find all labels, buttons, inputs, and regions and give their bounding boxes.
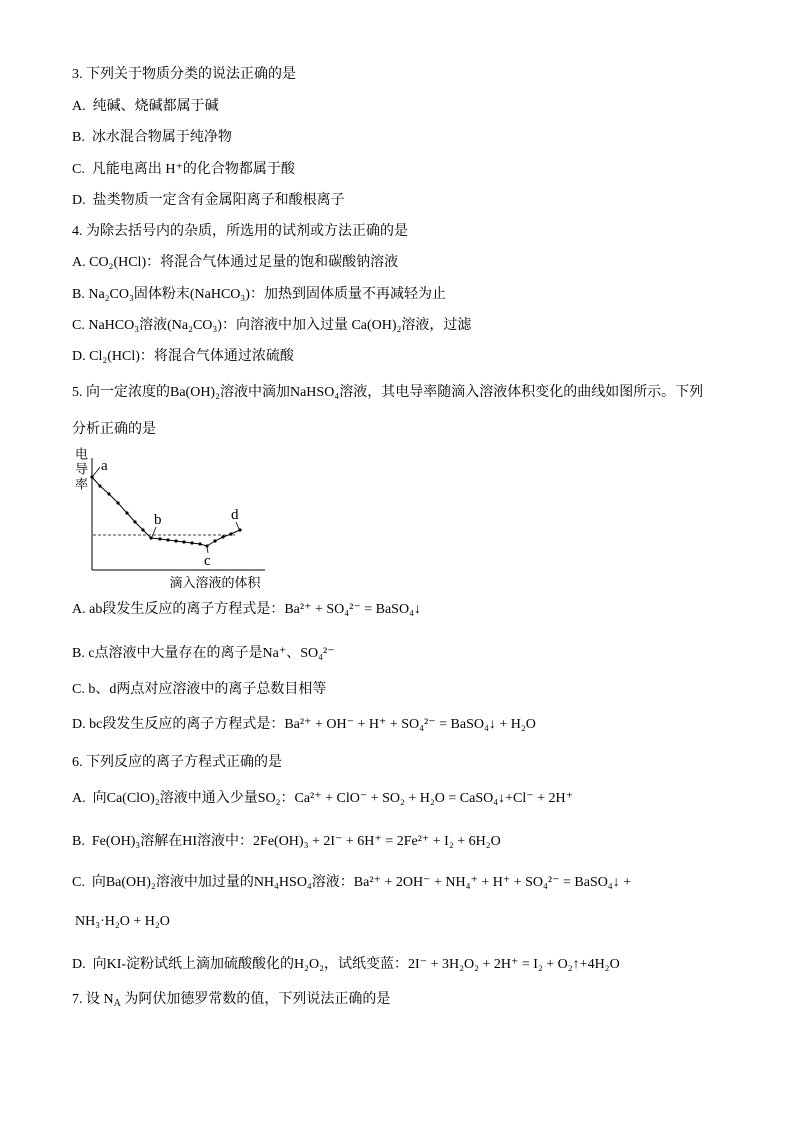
curve-point — [221, 535, 224, 538]
curve-point — [190, 541, 193, 544]
leader-line-d — [236, 522, 239, 529]
point-label-a: a — [101, 458, 108, 474]
curve-point — [213, 539, 216, 542]
curve-point — [107, 492, 110, 495]
curve-point — [116, 501, 119, 504]
question-6-option-b: B. Fe(OH)₃溶解在HI溶液中：2Fe(OH)₃ + 2I⁻ + 6H⁺ = 2Fe²⁺ + I₂ + 6H₂O — [72, 834, 501, 849]
question-6-option-c-continuation: NH₃·H₂O + H₂O — [75, 914, 170, 929]
point-label-c: c — [204, 553, 211, 569]
conductivity-curve-figure — [72, 445, 272, 592]
curve-point — [198, 542, 201, 545]
question-5-option-d: D. bc段发生反应的离子方程式是：Ba²⁺ + OH⁻ + H⁺ + SO₄²⁻ = BaSO₄↓ + H₂O — [72, 717, 536, 732]
question-7-stem — [72, 990, 754, 1014]
question-3-option-d: D. 盐类物质一定含有金属阳离子和酸根离子 — [72, 193, 345, 208]
question-6-option-c: C. 向Ba(OH)₂溶液中加过量的NH₄HSO₄溶液：Ba²⁺ + 2OH⁻ + NH₄⁺ + H⁺ + SO₄²⁻ = BaSO₄↓ + — [72, 875, 632, 890]
x-axis-label: 滴入溶液的体积 — [169, 575, 261, 590]
question-3-option-c: C. 凡能电离出 H⁺的化合物都属于酸 — [72, 162, 295, 177]
question-4-option-d: D. Cl₂(HCl)：将混合气体通过浓硫酸 — [72, 349, 294, 364]
conductivity-curve-plot — [72, 445, 272, 592]
curve-point — [166, 538, 169, 541]
question-4-stem: 4. 为除去括号内的杂质，所选用的试剂或方法正确的是 — [72, 224, 408, 239]
question-4-option-c: C. NaHCO₃溶液(Na₂CO₃)：向溶液中加入过量 Ca(OH)₂溶液，过滤 — [72, 318, 472, 333]
question-3-option-a: A. 纯碱、烧碱都属于碱 — [72, 99, 219, 114]
question-6-stem: 6. 下列反应的离子方程式正确的是 — [72, 755, 282, 770]
curve-point — [141, 528, 144, 531]
conductivity-curve — [92, 477, 240, 546]
curve-point — [125, 511, 128, 514]
question-6-option-a: A. 向Ca(ClO)₂溶液中通入少量SO₂：Ca²⁺ + ClO⁻ + SO₂ + H₂O = CaSO₄↓+Cl⁻ + 2H⁺ — [72, 791, 574, 806]
leader-line-b — [152, 527, 156, 537]
curve-point — [174, 539, 177, 542]
avogadro-symbol-subscript: A — [113, 998, 121, 1009]
curve-point — [182, 540, 185, 543]
curve-point — [133, 520, 136, 523]
curve-point — [158, 537, 161, 540]
question-7-stem-pre: 7. 设 — [72, 992, 104, 1007]
question-5-stem-line-2: 分析正确的是 — [72, 422, 156, 437]
avogadro-symbol: N — [103, 992, 114, 1007]
y-axis-label: 电导率 — [73, 447, 88, 492]
question-3-stem: 3. 下列关于物质分类的说法正确的是 — [72, 67, 296, 82]
question-5-stem-line-1: 5. 向一定浓度的Ba(OH)₂溶液中滴加NaHSO₄溶液，其电导率随滴入溶液体积变化的曲线如图所示。下列 — [72, 385, 704, 400]
question-4-option-a: A. CO₂(HCl)：将混合气体通过足量的饱和碳酸钠溶液 — [72, 255, 399, 270]
curve-point — [229, 532, 232, 535]
question-5-option-b: B. c点溶液中大量存在的离子是Na⁺、SO₄²⁻ — [72, 646, 335, 661]
question-3-option-b: B. 冰水混合物属于纯净物 — [72, 130, 232, 145]
question-5-option-a: A. ab段发生反应的离子方程式是：Ba²⁺ + SO₄²⁻ = BaSO₄↓ — [72, 602, 421, 617]
question-6-option-d: D. 向KI-淀粉试纸上滴加硫酸酸化的H₂O₂，试纸变蓝：2I⁻ + 3H₂O₂ + 2H⁺ = I₂ + O₂↑+4H₂O — [72, 957, 620, 972]
point-label-d: d — [231, 507, 239, 523]
question-7-stem-post: 为阿伏加德罗常数的值，下列说法正确的是 — [120, 992, 391, 1007]
curve-point — [98, 484, 101, 487]
curve-points — [90, 475, 241, 547]
question-5-option-c: C. b、d两点对应溶液中的离子总数目相等 — [72, 682, 327, 697]
question-4-option-b: B. Na₂CO₃固体粉末(NaHCO₃)：加热到固体质量不再减轻为止 — [72, 287, 446, 302]
point-label-b: b — [154, 512, 162, 528]
leader-line-a — [93, 467, 100, 476]
